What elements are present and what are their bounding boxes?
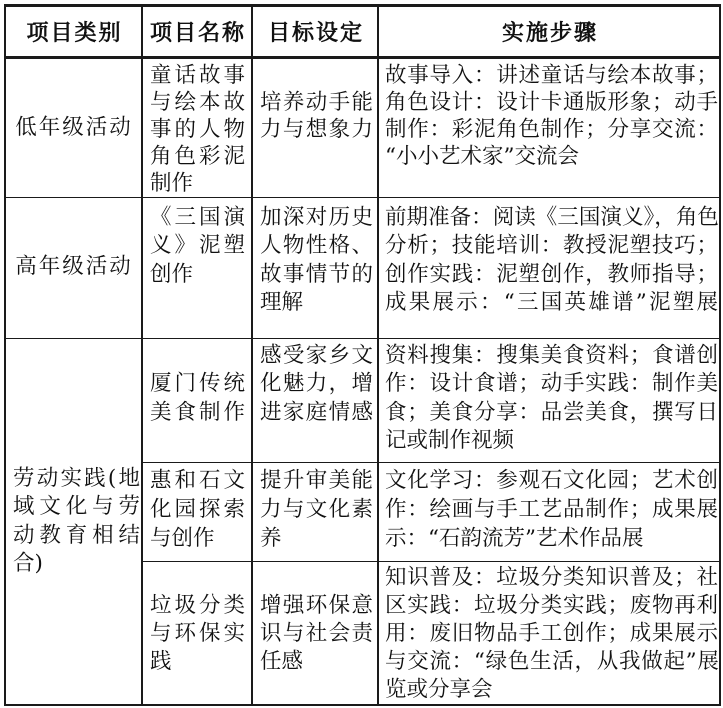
goal-line: 增强环保意 <box>260 593 373 618</box>
steps-line: 记或制作视频 <box>385 427 515 453</box>
project-name-line: 厦门传统 <box>150 371 245 397</box>
goal-cell <box>252 57 378 197</box>
category-cell <box>5 197 142 338</box>
steps-line: 知识普及：垃圾分类知识普及；社 <box>385 565 718 590</box>
goal-cell <box>252 462 378 561</box>
steps-cell <box>378 57 720 197</box>
project-name-cell <box>142 561 252 705</box>
goal-line: 人物性格、 <box>260 233 373 259</box>
goal-line: 培养动手能 <box>260 89 373 115</box>
project-name-cell <box>142 197 252 338</box>
project-name-line: 制作 <box>150 170 194 196</box>
project-name-cell <box>142 57 252 197</box>
goal-line: 提升审美能 <box>260 467 373 493</box>
header-project-name: 项目名称 <box>149 20 246 46</box>
steps-line: 用：废旧物品手工创作；成果展示 <box>385 621 718 646</box>
goal-line: 化魅力，增 <box>260 371 373 397</box>
category-line: 合) <box>13 551 43 576</box>
project-name-line: 童话故事 <box>150 62 245 88</box>
steps-line: 创作实践：泥塑创作，教师指导； <box>385 261 718 287</box>
goal-line: 力与文化素 <box>260 496 373 522</box>
header-category: 项目类别 <box>26 20 123 46</box>
category-cell <box>5 338 142 705</box>
goal-line: 识与社会责 <box>260 621 373 646</box>
steps-line: 作：设计食谱；动手实践：制作美 <box>385 371 718 397</box>
project-name-line: 践 <box>150 649 172 674</box>
category-line: 劳动实践(地 <box>13 465 140 491</box>
category-line: 低年级活动 <box>15 114 133 140</box>
goal-line: 理解 <box>260 289 304 315</box>
project-name-line: 惠和石文 <box>150 467 245 493</box>
header-goal: 目标设定 <box>267 20 364 46</box>
steps-line: 角色设计：设计卡通版形象；动手 <box>385 89 718 115</box>
goal-line: 力与想象力 <box>260 116 373 142</box>
steps-line: 览或分享会 <box>385 677 493 702</box>
goal-cell <box>252 197 378 338</box>
project-name-line: 义》泥塑 <box>150 233 245 259</box>
project-name-line: 与创作 <box>150 525 215 551</box>
steps-line: 作：绘画与手工艺品制作；成果展 <box>385 496 718 522</box>
category-line: 动教育相结 <box>13 522 140 548</box>
steps-line: “小小艺术家”交流会 <box>385 143 579 169</box>
goal-line: 进家庭情感 <box>260 399 373 425</box>
goal-line: 任感 <box>260 649 304 674</box>
project-name-line: 《三国演 <box>150 205 245 230</box>
steps-line: 制作：彩泥角色制作；分享交流： <box>385 116 718 142</box>
steps-line: 成果展示：“三国英雄谱”泥塑展 <box>385 289 718 315</box>
project-name-line: 与环保实 <box>150 621 245 646</box>
steps-line: 分析；技能培训：教授泥塑技巧； <box>385 233 718 259</box>
project-name-line: 角色彩泥 <box>150 143 245 169</box>
project-name-cell <box>142 338 252 462</box>
category-line: 域文化与劳 <box>13 494 140 519</box>
steps-line: 前期准备：阅读《三国演义》，角色 <box>385 205 718 230</box>
project-name-cell <box>142 462 252 561</box>
steps-line: 资料搜集：搜集美食资料；食谱创 <box>385 343 718 368</box>
steps-line: 区实践：垃圾分类实践；废物再利 <box>385 593 718 618</box>
goal-line: 养 <box>260 525 282 551</box>
project-name-line: 美食制作 <box>150 399 245 425</box>
project-name-line: 垃圾分类 <box>150 593 245 618</box>
steps-line: 示：“石韵流芳”艺术作品展 <box>385 525 644 551</box>
goal-line: 感受家乡文 <box>260 343 373 368</box>
project-name-line: 化园探索 <box>150 496 245 522</box>
category-cell <box>5 57 142 197</box>
goal-line: 加深对历史 <box>260 205 373 230</box>
category-line: 高年级活动 <box>15 254 133 280</box>
goal-line: 故事情节的 <box>260 261 373 287</box>
steps-cell <box>378 561 720 705</box>
steps-cell <box>378 197 720 338</box>
steps-line: 文化学习：参观石文化园；艺术创 <box>385 467 718 493</box>
project-name-line: 事的人物 <box>150 116 245 142</box>
project-name-line: 与绘本故 <box>150 89 245 115</box>
steps-cell <box>378 338 720 462</box>
goal-cell <box>252 561 378 705</box>
header-steps: 实施步骤 <box>501 20 598 46</box>
steps-line: 食；美食分享：品尝美食，撰写日 <box>385 399 718 425</box>
goal-cell <box>252 338 378 462</box>
steps-line: 故事导入：讲述童话与绘本故事； <box>385 62 718 88</box>
project-name-line: 创作 <box>150 261 194 287</box>
steps-cell <box>378 462 720 561</box>
steps-line: 与交流：“绿色生活，从我做起”展 <box>385 649 718 674</box>
